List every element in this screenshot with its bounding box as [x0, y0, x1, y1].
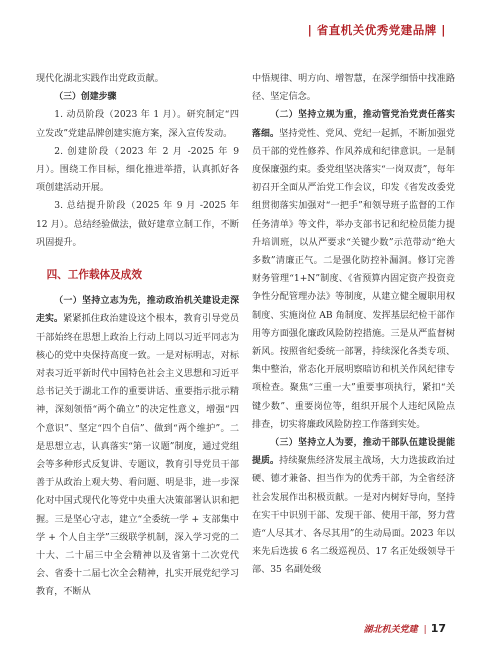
- left-paragraph-1: 现代化湖北实践作出党政贡献。: [36, 74, 164, 84]
- footer-separator: |: [423, 625, 427, 635]
- right-paragraph-1: 中悟规律、明方向、增智慧，在深学细悟中找准路径、坚定信念。: [252, 74, 455, 103]
- subheading-creation-steps: （三）创建步骤: [54, 92, 117, 103]
- page-number: 17: [430, 622, 446, 635]
- header-title: 省直机关优秀党建品牌: [316, 23, 437, 37]
- header-bar-right: |: [441, 23, 446, 37]
- right-paragraph-2: [252, 106, 455, 434]
- paragraph-body: 持续聚焦经济发展主战场，大力选拔政治过硬、德才兼备、担当作为的优秀干部，为全省经济社会发展作出积极贡献。一是对内树好导向，坚持在实干中识别干部、发现干部、使用干部，努力营造“人尽其才、各尽其用”的生动局面。2023 年以来先后选拔 6 名二级巡视员、17 名正处级领导干部、35 名副处级: [252, 456, 456, 576]
- section-heading: 四、工作载体及成效: [46, 269, 142, 282]
- right-column: [252, 70, 455, 580]
- paragraph-body: 紧紧抓住政治建设这个根本，教育引导党员干部始终在思想上政治上行动上同以习近平同志为核心的党中央保持高度一致。一是对标明志，对标对表习近平新时代中国特色社会主义思想和习近平总书记关于湖北工作的重要讲话、重要指示批示精神，深刻领悟“两个确立”的决定性意义，增强“四个意识”、坚定“四个自信”、做到“两个维护”。二是思想立志，认真落实“第一议题”制度，通过党组会等多种形式反复讲、专题议，教育引导党员干部善于从政治上观大势、看问题、明是非，进一步深化对中国式现代化等党中央重大决策部署认识和把握。三是坚心守志，建立“全委统一学 + 支部集中学 + 个人自主学”三级联学机制，深入学习党的二十大、二十届三中全会精神以及省第十二次党代会、省委十二届七次全会精神，扎实开展党纪学习教育，不断从: [36, 314, 240, 598]
- emphasis-lead: （二）坚持立规为重，推动管党治党责任落实落细。: [252, 110, 455, 139]
- footer-brand: 湖北机关党建: [363, 625, 418, 635]
- left-paragraph-4: 3. 总结提升阶段（2025 年 9 月 -2025 年 12 月）。总结经验做法，做好建章立制工作，不断巩固提升。: [36, 201, 239, 248]
- page-header: [308, 22, 446, 38]
- emphasis-lead: （一）坚持立志为先，推动政治机关建设走深走实。: [36, 296, 239, 325]
- paragraph-body: 坚持党性、党风、党纪一起抓，不断加强党员干部的党性修养、作风养成和纪律意识。一是制度保廉强约束。委党组坚决落实“一岗双责”，每年初召开全面从严治党工作会议，印发《省发改委党组贯彻落实加强对“一把手”和领导班子监督的工作任务清单》等文件，举办支部书记和纪检员能力提升培训班，以从严要求“关键少数”示范带动“绝大多数”清廉正气。二是强化防控补漏洞。修订完善财务管理“1+N”制度、《省预算内固定资产投资竞争性分配管理办法》等制度，从建立健全履职用权制度、实施岗位 AB 角制度、发挥基层纪检干部作用等方面强化廉政风险防控措施。三是从严监督树新风。按照省纪委统一部署，持续深化各类专项、集中整治，常态化开展明察暗访和机关作风纪律专项检查。聚焦“三重一大”重要事项执行，紧扣“关键少数”、重要岗位等，组织开展个人违纪风险点排查，切实将廉政风险防控工作落到实处。: [252, 128, 456, 430]
- left-paragraph-5: [36, 292, 239, 601]
- header-bar-left: |: [307, 23, 313, 37]
- left-paragraph-2: 1. 动员阶段（2023 年 1 月）。研究制定“四立发改”党建品牌创建实施方案，深入宣传发动。: [36, 110, 239, 139]
- left-paragraph-3: 2. 创建阶段（2023 年 2 月 -2025 年 9 月）。围绕工作目标，细化推进举措，认真抓好各项创建活动开展。: [36, 146, 239, 194]
- right-paragraph-3: [252, 434, 455, 580]
- emphasis-lead: （三）坚持立人为要，推动干部队伍建设提能提质。: [252, 438, 455, 467]
- page-footer: [364, 622, 446, 635]
- left-column: [36, 70, 239, 602]
